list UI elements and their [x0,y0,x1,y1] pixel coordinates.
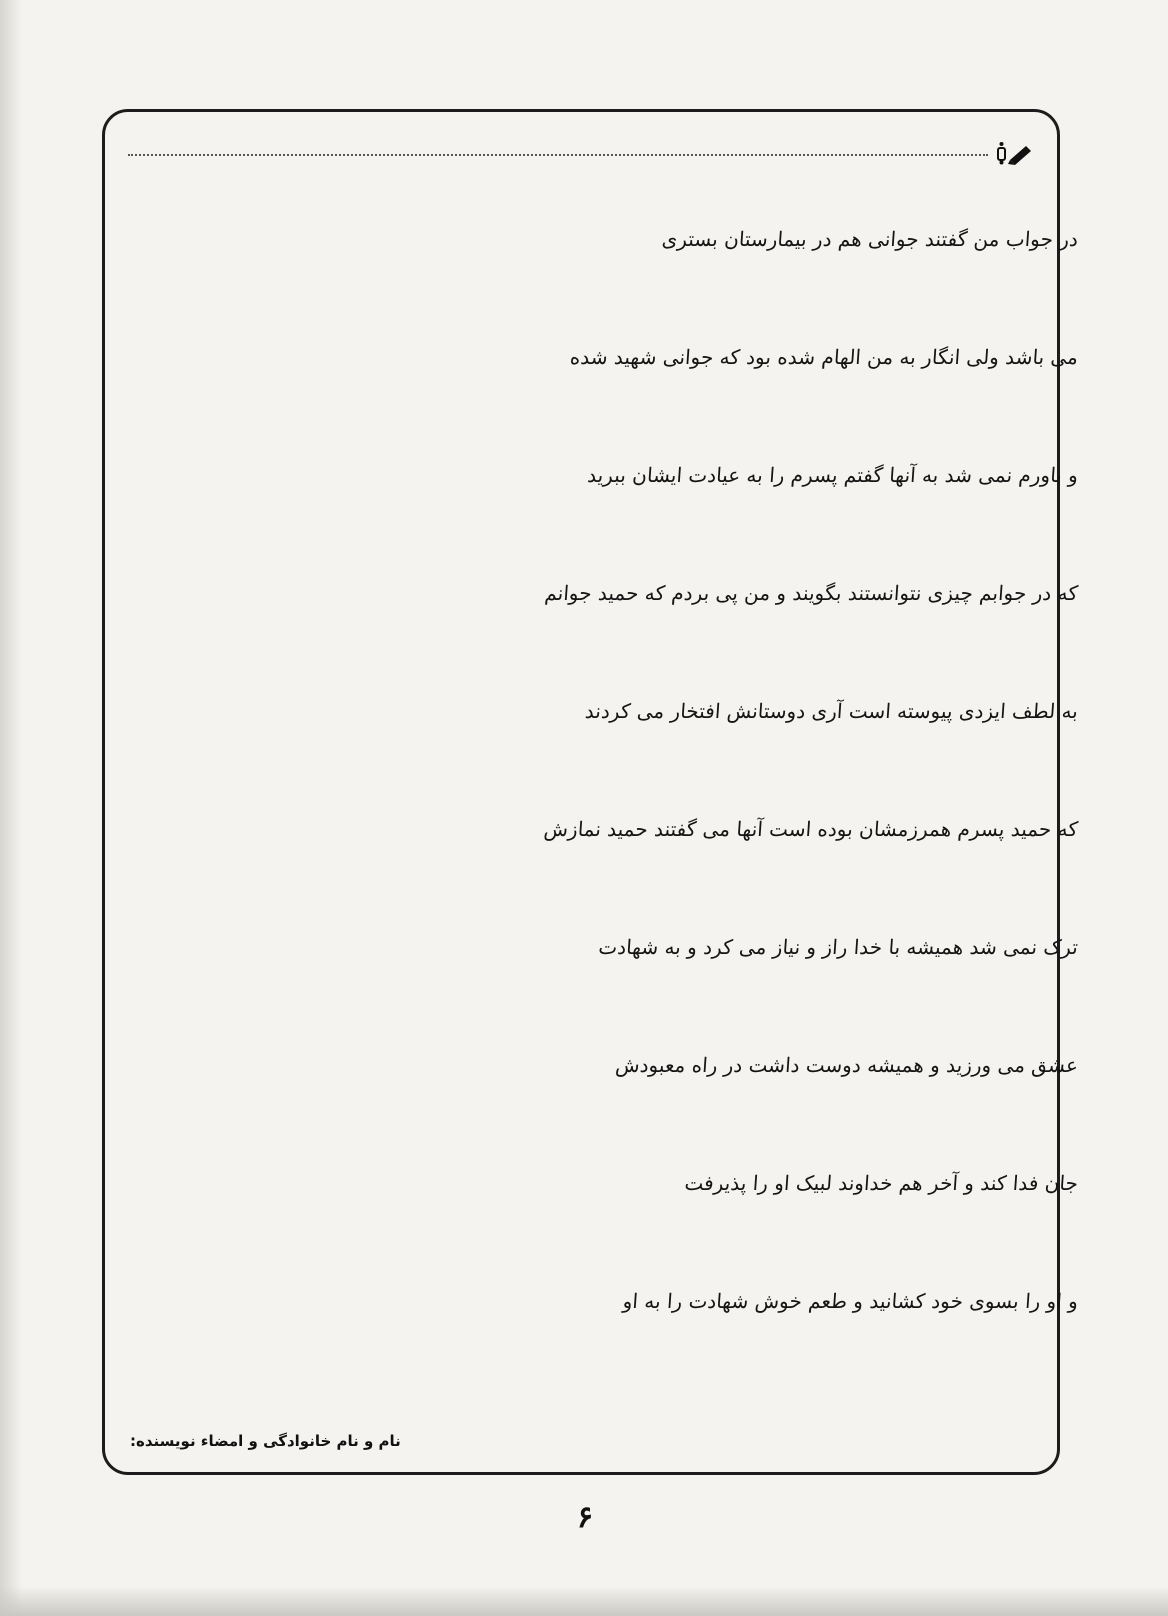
header-dotted-line [128,154,988,156]
pen-writing-icon [996,140,1036,166]
paper-edge-shadow [0,0,22,1616]
page-number: ۶ [576,1500,594,1535]
handwritten-line: که حمید پسرم همرزمشان بوده است آنها می گفتند حمید نمازش [542,817,1079,841]
handwritten-line: عشق می ورزید و همیشه دوست داشت در راه معبودش [614,1053,1079,1077]
header-row [128,140,1036,170]
handwritten-line: می باشد ولی انگار به من الهام شده بود که جوانی شهید شده [569,345,1079,369]
handwritten-line: ترک نمی شد همیشه با خدا راز و نیاز می کرد و به شهادت [597,935,1079,959]
handwritten-line: به لطف ایزدی پیوسته است آری دوستانش افتخار می کردند [584,699,1079,723]
handwritten-line: جان فدا کند و آخر هم خداوند لبیک او را پذیرفت [683,1171,1079,1195]
paper-bottom-shadow [0,1586,1168,1616]
handwritten-line: که در جوابم چیزی نتوانستند بگویند و من پی بردم که حمید جوانم [543,581,1079,605]
handwritten-line: در جواب من گفتند جوانی هم در بیمارستان بستری [660,227,1079,251]
handwritten-line: و او را بسوی خود کشانید و طعم خوش شهادت را به او [622,1289,1079,1313]
author-signature-label: نام و نام خانوادگی و امضاء نویسنده: [130,1432,401,1450]
handwritten-text-body [118,180,1078,1360]
handwritten-line: و باورم نمی شد به آنها گفتم پسرم را به عیادت ایشان ببرید [586,463,1079,487]
